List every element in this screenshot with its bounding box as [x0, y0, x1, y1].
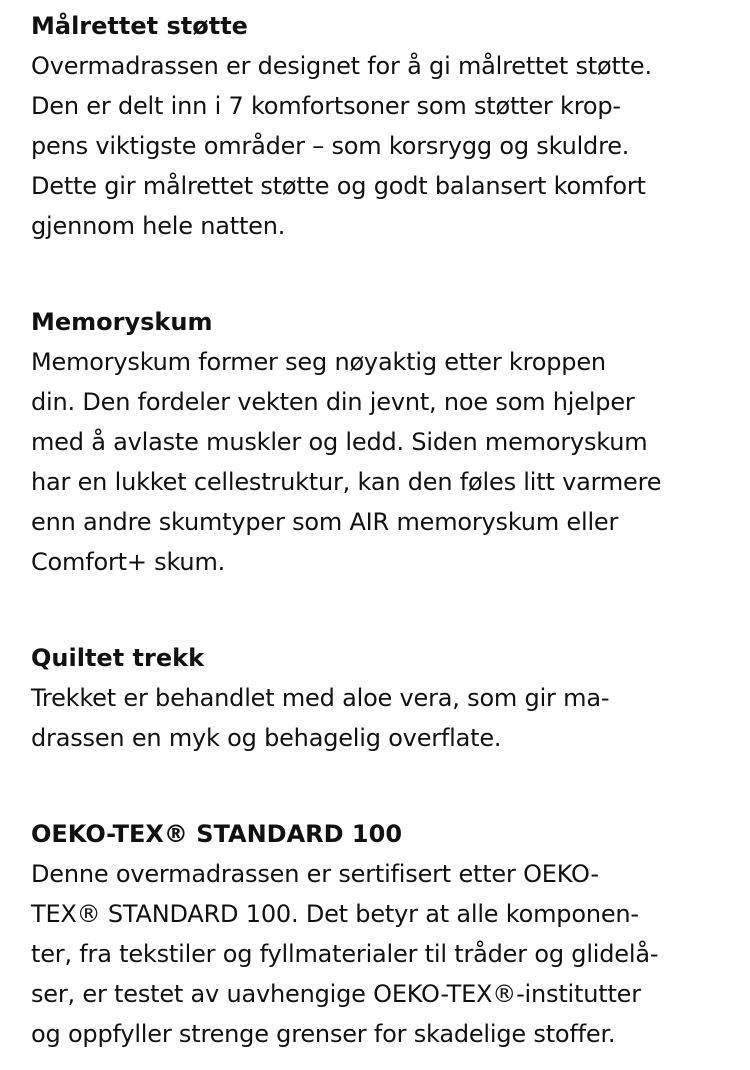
paragraph-line: Overmadrassen er designet for å gi målrettet støtte. [31, 52, 652, 80]
paragraph-line: Denne overmadrassen er sertifisert etter OEKO- [31, 860, 599, 888]
paragraph-line: ter, fra tekstiler og fyllmaterialer til tråder og glidelå- [31, 940, 659, 968]
section-title: OEKO-TEX® STANDARD 100 [31, 820, 403, 848]
section-spacer [31, 246, 730, 302]
paragraph-line: med å avlaste muskler og ledd. Siden memoryskum [31, 428, 648, 456]
paragraph-line: Dette gir målrettet støtte og godt balansert komfort [31, 172, 646, 200]
section-title: Memoryskum [31, 308, 213, 336]
section-targeted-support [31, 6, 730, 246]
paragraph-line: enn andre skumtyper som AIR memoryskum eller [31, 508, 619, 536]
paragraph-line: pens viktigste områder – som korsrygg og skuldre. [31, 132, 630, 160]
section-spacer [31, 758, 730, 814]
paragraph-line: TEX® STANDARD 100. Det betyr at alle komponen- [31, 900, 639, 928]
paragraph-line: har en lukket cellestruktur, kan den føles litt varmere [31, 468, 662, 496]
section-spacer [31, 582, 730, 638]
section-title: Quiltet trekk [31, 644, 205, 672]
section-quilted-cover [31, 638, 730, 758]
paragraph-line: drassen en myk og behagelig overflate. [31, 724, 502, 752]
paragraph-line: Memoryskum former seg nøyaktig etter kroppen [31, 348, 606, 376]
paragraph-line: gjennom hele natten. [31, 212, 286, 240]
section-memory-foam [31, 302, 730, 582]
section-oeko-tex [31, 814, 730, 1054]
paragraph-line: Den er delt inn i 7 komfortsoner som støtter krop- [31, 92, 621, 120]
paragraph-line: din. Den fordeler vekten din jevnt, noe som hjelper [31, 388, 635, 416]
paragraph-line: Comfort+ skum. [31, 548, 226, 576]
section-title: Målrettet støtte [31, 12, 248, 40]
paragraph-line: ser, er testet av uavhengige OEKO-TEX®-institutter [31, 980, 641, 1008]
paragraph-line: og oppfyller strenge grenser for skadelige stoffer. [31, 1020, 616, 1048]
paragraph-line: Trekket er behandlet med aloe vera, som gir ma- [31, 684, 610, 712]
